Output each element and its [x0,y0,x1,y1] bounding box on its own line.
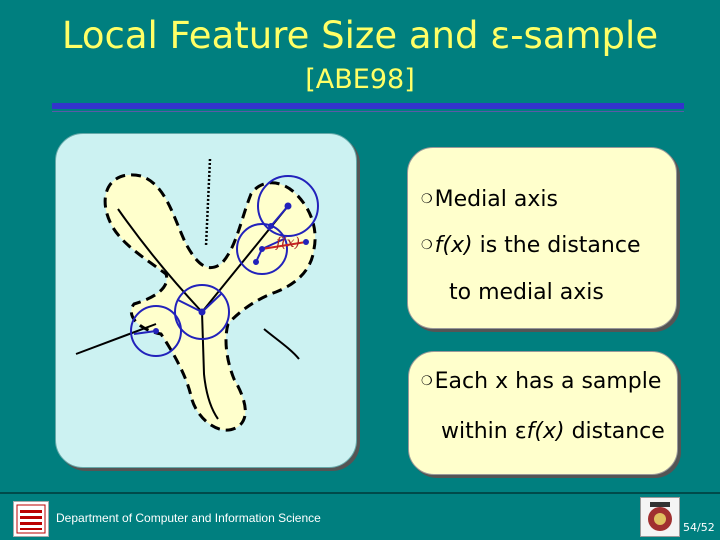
bullet-fx: ❍f(x) is the distance [421,233,641,258]
slide-subtitle: [ABE98] [305,64,415,95]
footer-rule [0,492,720,494]
page-number: 54/52 [683,521,715,534]
bullet-sample-continued: within εf(x) distance [441,419,665,444]
medial-axis-outer-top [206,159,210,246]
slide-title: Local Feature Size and ε-sample [61,14,659,57]
university-seal [640,497,680,537]
fx-label: f(x) [276,235,301,251]
bullet-medial-axis: ❍Medial axis [421,187,558,212]
bullet-sample: ❍Each x has a sample [421,369,662,394]
bullet-icon: ❍ [421,192,433,207]
bullet-fx-continued: to medial axis [449,280,604,305]
title-rule-thin [52,111,684,112]
figure-panel [55,133,357,468]
medial-axis-diagram [56,134,356,467]
department-name: Department of Computer and Information Science [56,511,321,525]
ohio-state-logo [13,501,49,537]
title-rule [52,103,684,109]
bullet-icon: ❍ [421,238,433,253]
medial-axis-outer-right [264,329,299,359]
bullet-icon: ❍ [421,374,433,389]
medial-axis-outer-left [76,324,156,354]
